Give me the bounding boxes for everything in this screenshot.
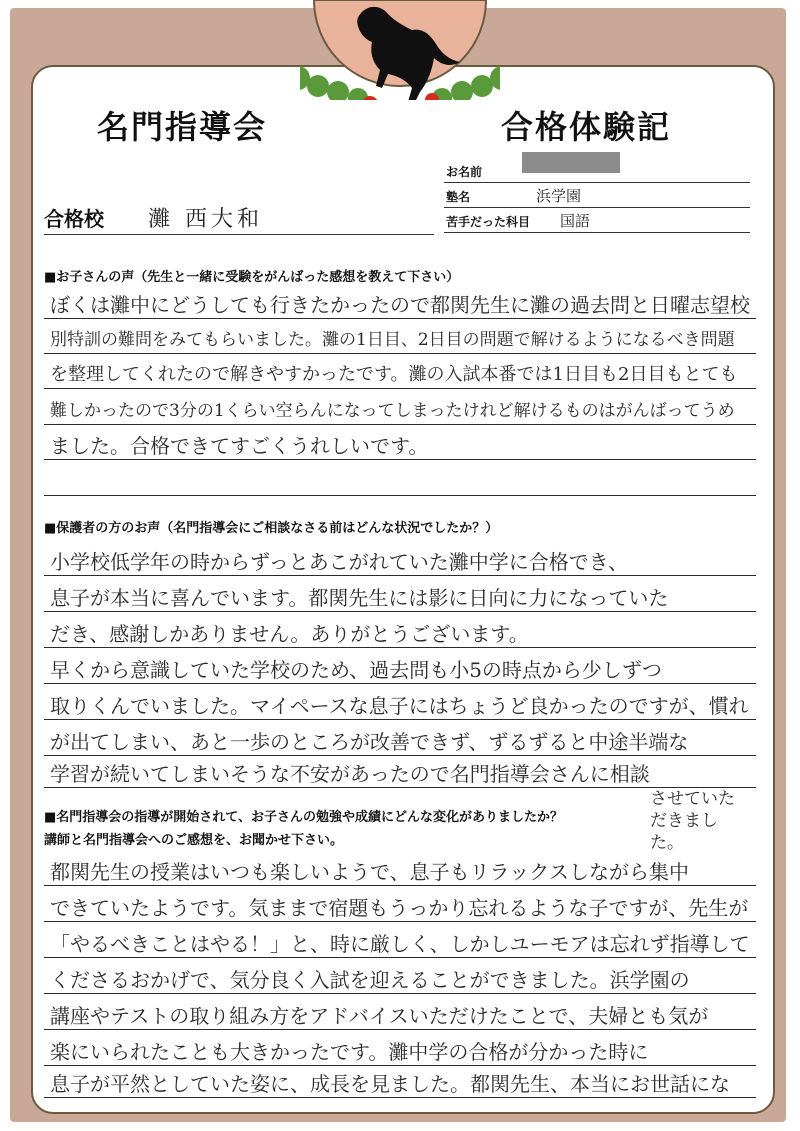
section2-continuation: させていただきました。 <box>650 789 735 853</box>
school-label: 合格校 <box>44 207 104 231</box>
blank-line <box>44 462 756 496</box>
section2-line-text: だき、感謝しかありません。ありがとうございます。 <box>50 622 529 646</box>
section1-line <box>44 285 756 319</box>
juku-value: 浜学園 <box>536 187 582 205</box>
section3-line <box>44 852 756 886</box>
section2-line <box>44 650 756 684</box>
section2-line-text: 小学校低学年の時からずっとあこがれていた灘中学に合格でき、 <box>50 550 628 574</box>
section1-line-text: ぼくは灘中にどうしても行きたかったので都関先生に灘の過去問と日曜志望校 <box>50 293 750 317</box>
section3-subheading: 講師と名門指導会へのご感想を、お聞かせ下さい。 <box>44 833 344 848</box>
section1-line <box>44 426 756 460</box>
section3-line-text: 息子が平然としていた姿に、成長を見ました。都関先生、本当にお世話にな <box>50 1072 730 1096</box>
section3-line <box>44 996 756 1030</box>
section1-line-text: 別特訓の難問をみてもらいました。灘の1日目、2日目の問題で解けるようになるべき問題 <box>50 330 735 350</box>
name-label: お名前 <box>446 165 483 179</box>
section3-heading: ■名門指導会の指導が開始されて、お子さんの勉強や成績にどんな変化がありましたか？ <box>44 810 564 825</box>
section2-line-text: 息子が本当に喜んでいます。都関先生には影に日向に力になっていた <box>50 586 669 610</box>
redacted-name <box>522 152 620 173</box>
section2-line <box>44 722 756 756</box>
section3-line-text: 楽にいられたことも大きかったです。灘中学の合格が分かった時に <box>50 1040 649 1064</box>
section3-line <box>44 1032 756 1066</box>
subject-row <box>444 210 750 233</box>
section2-heading: ■保護者の方のお声（名門指導会にご相談なさる前はどんな状況でしたか？） <box>44 521 499 536</box>
section2-line-text: 早くから意識していた学校のため、過去問も小5の時点から少しずつ <box>50 658 662 682</box>
school-value: 灘 西大和 <box>148 207 263 232</box>
subject-value: 国語 <box>560 212 591 230</box>
subject-label: 苦手だった科目 <box>446 215 531 229</box>
section2-line <box>44 686 756 720</box>
section3-line <box>44 960 756 994</box>
section1-line <box>44 355 756 389</box>
section1-line-text: を整理してくれたので解きやすかったです。灘の入試本番では1日目も2日目もとても <box>50 364 738 385</box>
section1-line-text: ました。合格できてすごくうれしいです。 <box>50 434 429 458</box>
section2-line <box>44 578 756 612</box>
title-left: 名門指導会 <box>97 108 268 146</box>
juku-row <box>444 185 750 208</box>
section1-heading: ■お子さんの声（先生と一緒に受験をがんばった感想を教えて下さい） <box>44 270 460 285</box>
section3-line-text: できていたようです。気ままで宿題もうっかり忘れるような子ですが、先生が <box>50 896 749 920</box>
section1-line-text: 難しかったので3分の1くらい空らんになってしまったけれど解けるものはがんばってうめ <box>50 401 735 421</box>
section3-line <box>44 1064 756 1098</box>
school-row <box>44 204 434 235</box>
section3-line-text: 「やるべきことはやる！」と、時に厳しく、しかしユーモアは忘れず指導して <box>50 932 750 956</box>
section3-line-text: 講座やテストの取り組み方をアドバイスいただけたことで、夫婦とも気が <box>50 1004 709 1028</box>
section3-line <box>44 888 756 922</box>
section3-line <box>44 924 756 958</box>
section2-line <box>44 754 756 788</box>
section2-line-text: が出てしまい、あと一歩のところが改善できず、ずるずると中途半端な <box>50 730 689 754</box>
section1-line <box>44 320 756 354</box>
horse-emblem-icon <box>300 0 500 100</box>
section3-line-text: くださるおかげで、気分良く入試を迎えることができました。浜学園の <box>50 968 690 992</box>
section2-line <box>44 542 756 576</box>
section2-line <box>44 614 756 648</box>
title-right: 合格体験記 <box>501 108 672 146</box>
section1-line <box>44 391 756 425</box>
section2-line-text: 取りくんでいました。マイペースな息子にはちょうど良かったのですが、慣れ <box>50 694 749 718</box>
juku-label: 塾名 <box>446 190 471 204</box>
section2-line-text: 学習が続いてしまいそうな不安があったので名門指導会さんに相談 <box>50 762 650 786</box>
section3-line-text: 都関先生の授業はいつも楽しいようで、息子もリラックスしながら集中 <box>50 860 689 884</box>
